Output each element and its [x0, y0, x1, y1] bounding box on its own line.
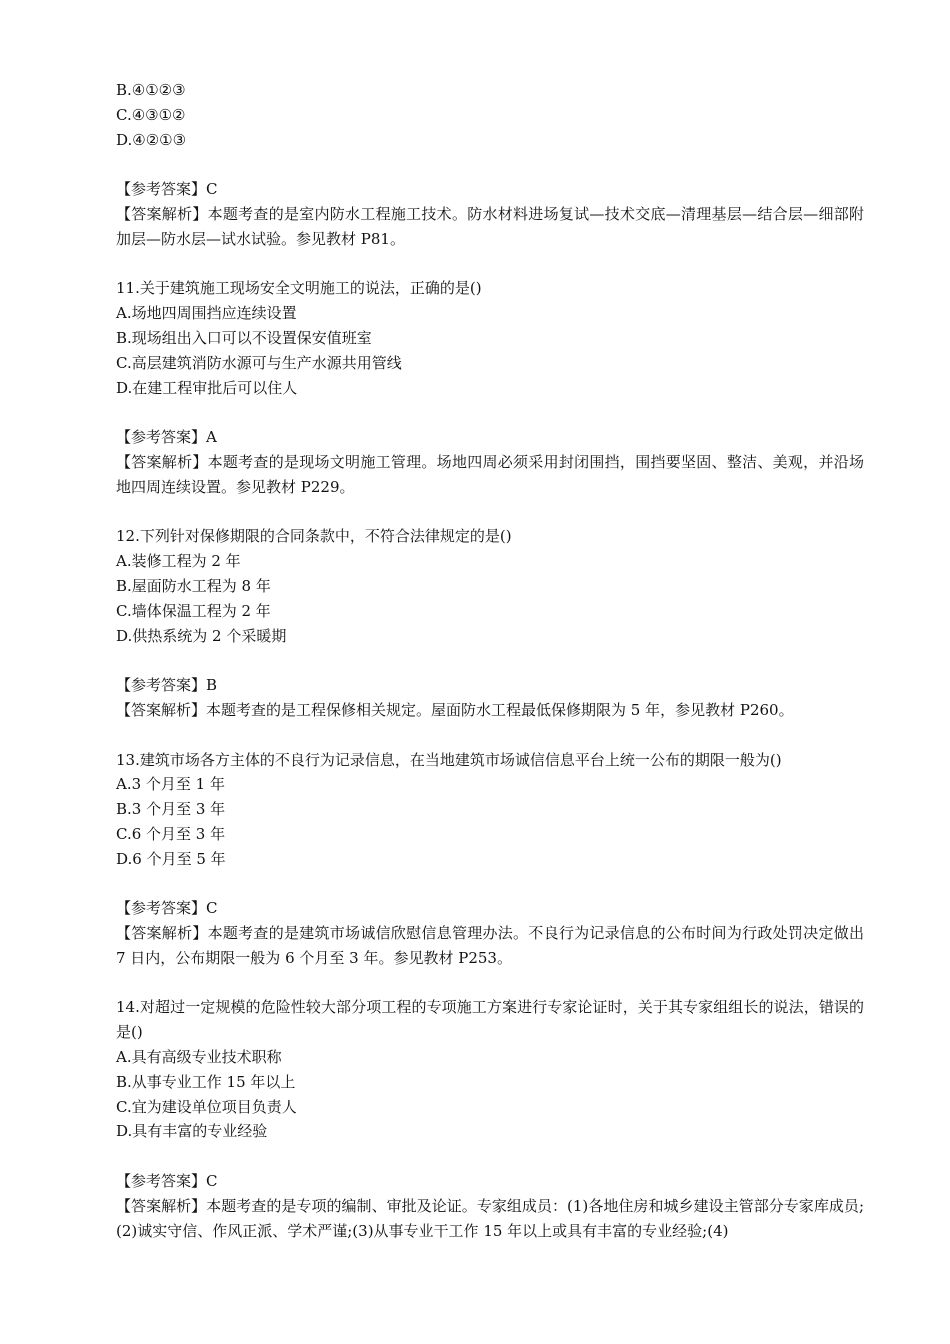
reference-answer: 【参考答案】C [116, 1172, 218, 1191]
option-b: B.3 个月至 3 年 [116, 800, 226, 819]
option-c: C.宜为建设单位项目负责人 [116, 1097, 297, 1116]
option-a: A.3 个月至 1 年 [116, 775, 225, 794]
option-d: D.在建工程审批后可以住人 [116, 378, 298, 397]
option-d: D.具有丰富的专业经验 [116, 1122, 268, 1141]
question-14: 14.对超过一定规模的危险性较大部分项工程的专项施工方案进行专家论证时，关于其专家组组长的说法，错误的是() [116, 998, 864, 1042]
option-b: B.④①②③ [116, 81, 186, 99]
answer-explanation: 【答案解析】本题考查的是工程保修相关规定。屋面防水工程最低保修期限为 5 年，参见教材 P260。 [116, 700, 794, 719]
spacer [116, 1144, 864, 1169]
option-b: B.现场组出入口可以不设置保安值班室 [116, 328, 372, 347]
spacer [116, 400, 864, 425]
option-a: A.场地四周围挡应连续设置 [116, 304, 297, 323]
question-11: 11.关于建筑施工现场安全文明施工的说法，正确的是() [116, 279, 482, 298]
option-c: C.墙体保温工程为 2 年 [116, 601, 271, 620]
question-13: 13.建筑市场各方主体的不良行为记录信息，在当地建筑市场诚信信息平台上统一公布的期限一般为() [116, 750, 782, 769]
option-c: C.高层建筑消防水源可与生产水源共用管线 [116, 353, 402, 372]
answer-explanation: 【答案解析】本题考查的是现场文明施工管理。场地四周必须采用封闭围挡，围挡要坚固、整洁、美观，并沿场地四周连续设置。参见教材 P229。 [116, 452, 864, 496]
option-c: C.6 个月至 3 年 [116, 824, 226, 843]
reference-answer: 【参考答案】C [116, 899, 218, 918]
spacer [116, 252, 864, 277]
question-12: 12.下列针对保修期限的合同条款中，不符合法律规定的是() [116, 527, 512, 546]
spacer [116, 152, 864, 177]
spacer [116, 648, 864, 673]
reference-answer: 【参考答案】B [116, 676, 218, 695]
reference-answer: 【参考答案】C [116, 180, 218, 199]
option-d: D.供热系统为 2 个采暖期 [116, 626, 287, 645]
option-d: D.6 个月至 5 年 [116, 849, 226, 868]
option-b: B.从事专业工作 15 年以上 [116, 1072, 296, 1091]
option-a: A.具有高级专业技术职称 [116, 1048, 282, 1067]
option-a: A.装修工程为 2 年 [116, 552, 241, 571]
document-page [116, 78, 864, 1243]
answer-explanation: 【答案解析】本题考查的是室内防水工程施工技术。防水材料进场复试—技术交底—清理基层—结合层—细部附加层—防水层—试水试验。参见教材 P81。 [116, 204, 864, 248]
spacer [116, 500, 864, 525]
spacer [116, 723, 864, 748]
option-c: C.④③①② [116, 105, 186, 124]
reference-answer: 【参考答案】A [116, 428, 217, 447]
spacer [116, 971, 864, 996]
answer-explanation: 【答案解析】本题考查的是建筑市场诚信欣慰信息管理办法。不良行为记录信息的公布时间为行政处罚决定做出 7 日内，公布期限一般为 6 个月至 3 年。参见教材 P253。 [116, 924, 864, 967]
option-b: B.屋面防水工程为 8 年 [116, 576, 271, 595]
option-d: D.④②①③ [116, 130, 187, 149]
answer-explanation: 【答案解析】本题考查的是专项的编制、审批及论证。专家组成员：(1)各地住房和城乡建设主管部分专家库成员;(2)诚实守信、作风正派、学术严谨;(3)从事专业干工作 15 年以上或具有丰富的专业经验;(4) [116, 1196, 864, 1240]
spacer [116, 872, 864, 897]
